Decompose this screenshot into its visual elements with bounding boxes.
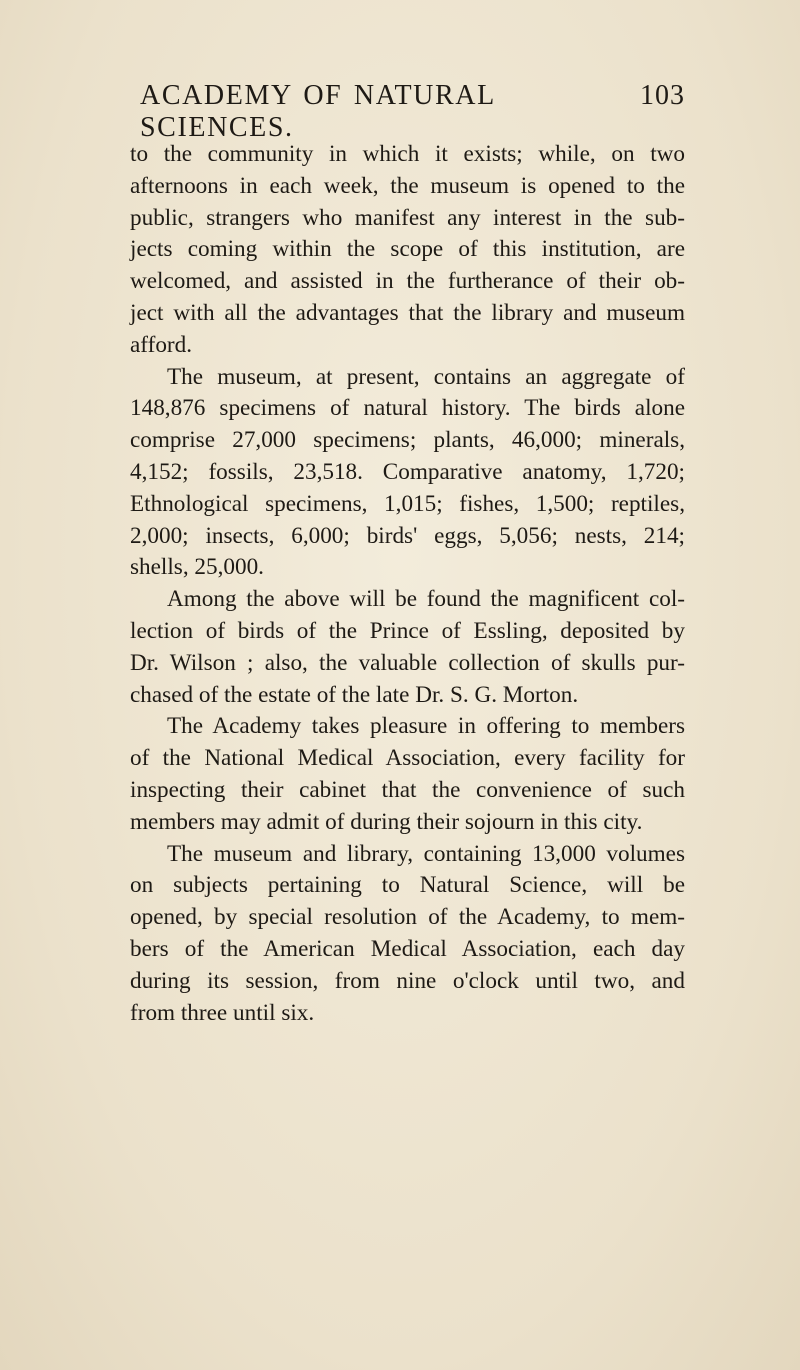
text-line: opened, by special resolution of the Academy, to mem- <box>130 904 685 931</box>
text-line: members may admit of during their sojourn in this city. <box>130 808 643 835</box>
text-line: ject with all the advantages that the library and museum <box>130 299 685 326</box>
text-line: The museum, at present, contains an aggregate of <box>167 363 685 390</box>
text-line: public, strangers who manifest any interest in the sub- <box>130 204 685 231</box>
text-line: inspecting their cabinet that the convenience of such <box>130 776 685 803</box>
text-line: Dr. Wilson ; also, the valuable collection of skulls pur- <box>130 649 685 676</box>
running-head <box>140 80 685 143</box>
paragraph-3 <box>130 584 685 711</box>
text-line: from three until six. <box>130 999 315 1026</box>
text-line: welcomed, and assisted in the furtherance of their ob- <box>130 268 685 295</box>
text-line: to the community in which it exists; while, on two <box>130 141 685 167</box>
paragraph-4 <box>130 711 685 838</box>
text-line: chased of the estate of the late Dr. S. G. Morton. <box>130 681 579 708</box>
text-line: 148,876 specimens of natural history. The birds alone <box>130 395 685 422</box>
text-line: jects coming within the scope of this institution, are <box>130 236 685 263</box>
paragraph-2 <box>130 362 685 585</box>
text-line: lection of birds of the Prince of Essling, deposited by <box>130 617 685 644</box>
text-line: of the National Medical Association, every facility for <box>130 745 685 772</box>
text-line: afford. <box>130 331 193 358</box>
text-line: Among the above will be found the magnificent col- <box>167 586 685 613</box>
text-line: comprise 27,000 specimens; plants, 46,000; minerals, <box>130 427 685 454</box>
body-text <box>130 139 685 1029</box>
paragraph-1 <box>130 139 685 362</box>
text-line: bers of the American Medical Association, each day <box>130 935 685 962</box>
paragraph-5 <box>130 839 685 1030</box>
running-title: ACADEMY OF NATURAL SCIENCES. <box>140 80 495 143</box>
text-line: 2,000; insects, 6,000; birds' eggs, 5,056; nests, 214; <box>130 522 685 549</box>
text-line: during its session, from nine o'clock until two, and <box>130 967 685 994</box>
text-line: The museum and library, containing 13,000 volumes <box>167 840 685 867</box>
text-line: 4,152; fossils, 23,518. Comparative anatomy, 1,720; <box>130 458 685 485</box>
text-line: Ethnological specimens, 1,015; fishes, 1,500; reptiles, <box>130 490 685 517</box>
text-line: afternoons in each week, the museum is opened to the <box>130 172 685 199</box>
text-line: shells, 25,000. <box>130 554 264 581</box>
text-line: on subjects pertaining to Natural Science, will be <box>130 872 685 899</box>
page-number: 103 <box>640 80 685 111</box>
text-line: The Academy takes pleasure in offering to members <box>167 713 685 740</box>
